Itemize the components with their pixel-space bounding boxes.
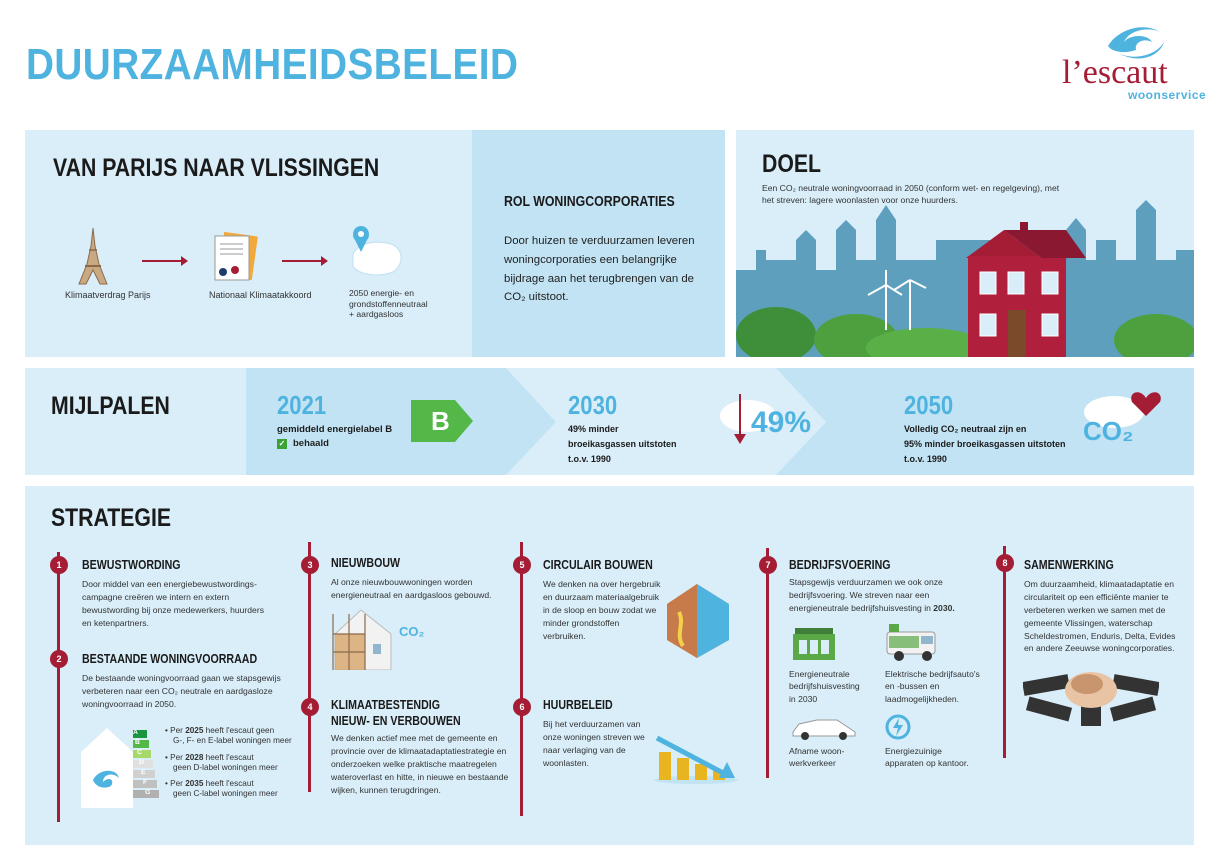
milestone-2021-check [277, 438, 329, 449]
milestone-2030-line1: 49% minder [568, 424, 619, 434]
doel-heading: DOEL [762, 150, 822, 178]
step3-text: Al onze nieuwbouwwoningen worden energieneutraal en aardgasloos gebouwd. [331, 577, 492, 600]
step5-text: We denken na over hergebruik en duurzaam materiaalgebruik in de sloop en bouw zodat we minder grondstoffen verbruiken. [543, 579, 661, 641]
energy-letter-a: A [133, 729, 138, 736]
step7-text-main: Stapsgewijs verduurzamen we ook onze bedrijfsvoering. We streven naar een energieneutrale bedrijfshuisvesting in [789, 577, 943, 613]
bedrijf-item4 [885, 745, 969, 770]
timeline-col5 [1003, 546, 1006, 758]
timeline-col1 [57, 552, 60, 822]
nieuwbouw-co2: CO₂ [399, 624, 425, 639]
logo-sub: woonservice [1128, 88, 1207, 102]
rol-heading: ROL WONINGCORPORATIES [504, 194, 675, 210]
bullet-2025 [165, 726, 292, 747]
step8-text: Om duurzaamheid, klimaatadaptatie en circulariteit op een efficiënte manier te verbeteren werken we samen met de gemeente Vlissingen, waterschap Scheldestromen, Enduris, Delta, Evides en andere Zeeuwse woningcorporaties. [1024, 579, 1176, 654]
milestone-2050-line1: Volledig CO₂ neutraal zijn en [904, 424, 1027, 434]
electric-van-icon [885, 624, 945, 662]
office-building-icon [791, 626, 837, 660]
bullet-2025-line1: • Per 2025 heeft l'escaut geen [165, 726, 275, 735]
milestone-2021-year: 2021 [277, 390, 327, 420]
bullet-year: 2025 [185, 726, 204, 735]
step3-line1: 2050 energie- en [349, 288, 414, 298]
bedrijf-item2-line1: Elektrische bedrijfsauto's [885, 669, 980, 679]
bullet-2035 [165, 779, 292, 800]
step-number-8: 8 [996, 554, 1014, 572]
step-number-6: 6 [513, 698, 531, 716]
doel-text: Een CO₂ neutrale woningvoorraad in 2050 (conform wet- en regelgeving), met het streven: lagere woonlasten voor onze huurders. [762, 183, 1060, 206]
new-build-house-icon [331, 604, 401, 670]
check-icon: ✓ [278, 439, 286, 448]
bullet-post: heeft l'escaut [203, 752, 254, 762]
arrow-icon [282, 260, 326, 262]
step-number-5: 5 [513, 556, 531, 574]
bullet-year: 2028 [185, 752, 204, 762]
step-number-2: 2 [50, 650, 68, 668]
energy-label-b-letter: B [431, 406, 450, 436]
bedrijf-item4-line1: Energiezuinige [885, 746, 942, 756]
energy-letter-c: C [137, 749, 142, 756]
page-title: DUURZAAMHEIDSBELEID [26, 40, 519, 89]
milestone-2030-percent: 49% [751, 406, 812, 439]
step7-title: BEDRIJFSVOERING [789, 558, 891, 572]
strategie-heading: STRATEGIE [51, 504, 172, 532]
step6-text: Bij het verduurzamen van onze woningen streven we naar verlaging van de woonlasten. [543, 719, 645, 768]
step8-title: SAMENWERKING [1024, 558, 1114, 572]
bullet-post: heeft l'escaut geen [203, 726, 275, 735]
map-pin-icon [347, 224, 407, 280]
milestone-2050-line3: t.o.v. 1990 [904, 453, 947, 464]
step2-text: De bestaande woningvoorraad gaan we stapsgewijs verbeteren naar een CO₂ neutrale en aardgasloze woningvoorraad in 2050. [82, 673, 281, 709]
bedrijf-item2-line2: en -bussen en [885, 681, 940, 692]
milestone-2050-line2: 95% minder broeikasgassen uitstoten [904, 438, 1066, 449]
bedrijf-item1 [789, 668, 860, 705]
energy-letter-f: F [143, 779, 148, 786]
step3-line3 [349, 309, 428, 320]
car-icon [789, 716, 857, 740]
bedrijf-item2-line3: laadmogelijkheden. [885, 693, 960, 704]
bedrijf-item3 [789, 745, 844, 770]
timeline-col3 [520, 542, 523, 816]
step4-title-line1: KLIMAATBESTENDIG [331, 698, 441, 712]
documents-icon [211, 230, 259, 284]
eiffel-tower-icon [77, 226, 109, 286]
parijs-step1-label: Klimaatverdrag Parijs [65, 290, 151, 300]
energy-letter-d: D [139, 759, 144, 766]
timeline-col4 [766, 548, 769, 778]
step-number-4: 4 [301, 698, 319, 716]
bullet-post: heeft l'escaut [203, 779, 254, 788]
milestone-2030-year: 2030 [568, 390, 618, 420]
step1-title: BEWUSTWORDING [82, 558, 181, 572]
insulation-wall-icon [657, 584, 733, 658]
rol-text: Door huizen te verduurzamen leveren woningcorporaties een belangrijke bijdrage aan het terugbrengen van de CO₂ uitstoot. [504, 235, 695, 304]
parijs-step3-label [349, 288, 428, 320]
step4-title [331, 698, 461, 729]
parijs-heading: VAN PARIJS NAAR VLISSINGEN [53, 154, 380, 182]
bullet-2025-line2: G-, F- en E-label woningen meer [173, 736, 292, 746]
milestone-2030-line3: t.o.v. 1990 [568, 453, 611, 464]
step7-text-bold: 2030. [933, 602, 955, 613]
bullet-2028 [165, 753, 292, 774]
bedrijf-item1-line2: bedrijfshuisvesting [789, 681, 860, 692]
bedrijf-item3-line1: Afname woon- [789, 746, 845, 756]
strategie-panel [25, 486, 1194, 845]
rol-panel [472, 130, 725, 357]
bedrijf-item1-line3: in 2030 [789, 693, 818, 704]
bullet-2035-line1: • Per 2035 heeft l'escaut [165, 779, 254, 788]
milestone-2050-co2: CO₂ [1083, 416, 1134, 446]
logo-word: l’escaut [1062, 54, 1168, 91]
bedrijf-item1-line1: Energieneutrale [789, 669, 850, 679]
milestone-2050-year: 2050 [904, 390, 954, 420]
energy-letter-b: B [135, 739, 140, 746]
parijs-step2-label: Nationaal Klimaatakkoord [209, 290, 312, 300]
step-number-3: 3 [301, 556, 319, 574]
timeline-col2 [308, 542, 311, 792]
step7-text [789, 576, 979, 615]
escaut-logo [1060, 18, 1218, 104]
teamwork-hands-icon [1023, 662, 1159, 726]
step3-line3-text: + aardgasloos [349, 309, 404, 320]
bullet-pre: Per [170, 779, 186, 788]
energy-letter-e: E [141, 769, 146, 776]
milestone-2021-line1: gemiddeld energielabel B [277, 424, 393, 435]
mijlpalen-heading: MIJLPALEN [51, 392, 170, 420]
label-bullets [165, 726, 292, 800]
skyline-illustration [736, 200, 1194, 357]
energy-letters [131, 728, 150, 798]
step5-title: CIRCULAIR BOUWEN [543, 558, 653, 572]
doel-panel [736, 130, 1194, 357]
bullet-2028-line2: geen D-label woningen meer [173, 762, 278, 772]
bullet-year: 2035 [185, 779, 204, 788]
milestone-2030-line2: broeikasgassen uitstoten [568, 438, 677, 449]
parijs-panel [25, 130, 472, 357]
bedrijf-item2 [885, 668, 980, 705]
milestone-2050-text [904, 422, 1066, 467]
step3-title: NIEUWBOUW [331, 556, 401, 570]
milestone-2030-text [568, 422, 677, 467]
step6-title: HUURBELEID [543, 698, 613, 712]
bedrijf-item4-line2: apparaten op kantoor. [885, 758, 969, 769]
bullet-pre: Per [170, 726, 186, 735]
step-number-7: 7 [759, 556, 777, 574]
bedrijf-item3-line2: werkverkeer [789, 758, 836, 769]
step1-text: Door middel van een energiebewustwordings-campagne creëren we intern en extern bewustwording bij onze medewerkers, huurders en ketenpartners. [82, 579, 264, 628]
energy-saving-icon [885, 714, 911, 740]
coins-down-icon [653, 732, 739, 784]
bullet-pre: Per [170, 752, 186, 762]
bullet-2035-line2: geen C-label woningen meer [173, 789, 278, 799]
arrow-icon [142, 260, 186, 262]
mijlpalen-panel [25, 368, 1194, 475]
milestone-2021-line2: behaald [293, 438, 329, 449]
step-number-1: 1 [50, 556, 68, 574]
energy-letter-g: G [145, 789, 151, 796]
step2-title: BESTAANDE WONINGVOORRAAD [82, 652, 258, 666]
step3-line2: grondstoffenneutraal [349, 298, 428, 309]
step4-text: We denken actief mee met de gemeente en provincie over de klimaatadaptatiestrategie en onderzoeken welke praktische maatregelen wateroverlast en hitte, in nieuwe en bestaande wijken, kunnen terugdringen. [331, 733, 509, 795]
bullet-2028-line1: • Per 2028 heeft l'escaut [165, 752, 254, 762]
step4-title-line2: NIEUW- EN VERBOUWEN [331, 713, 461, 728]
